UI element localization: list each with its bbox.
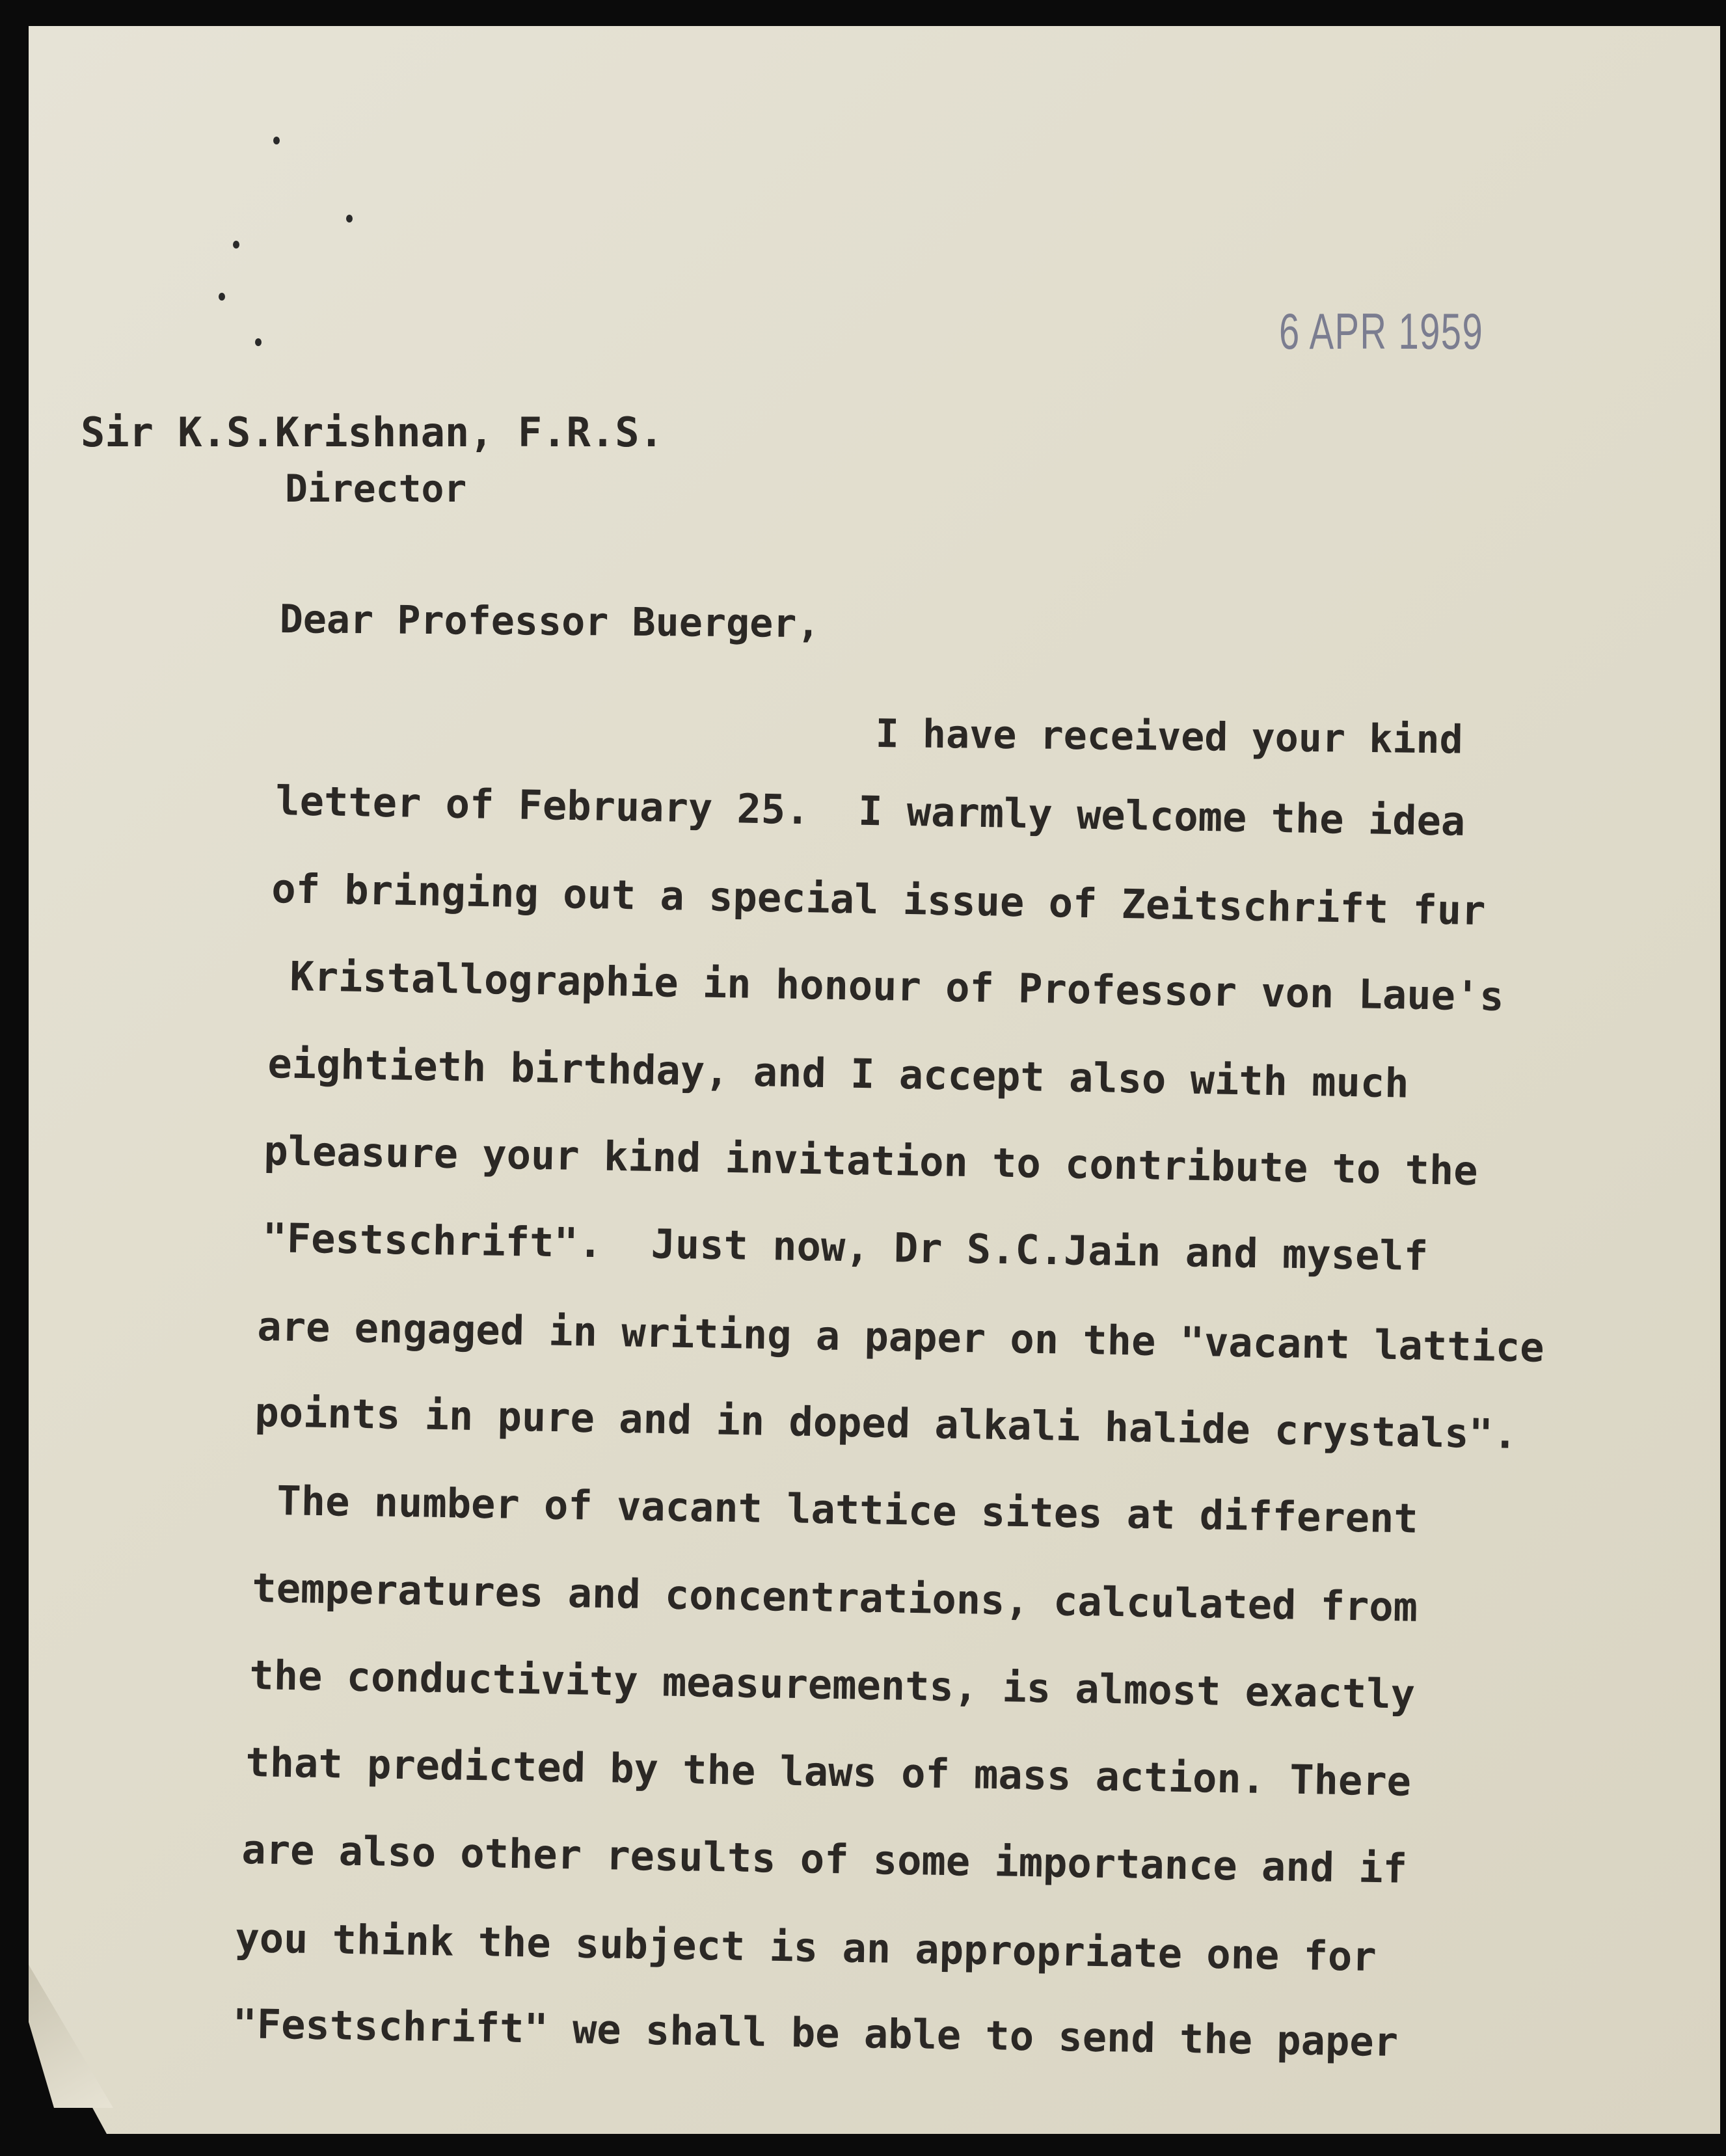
punch-hole <box>273 137 280 144</box>
date-stamp: 6 APR 1959 <box>1279 303 1484 360</box>
body-line: "Festschrift". Just now, Dr S.C.Jain and myself <box>262 1214 1429 1280</box>
body-line: the conductivity measurements, is almost exactly <box>249 1651 1416 1718</box>
body-line: you think the subject is an appropriate one for <box>234 1914 1377 1981</box>
punch-hole <box>346 215 353 222</box>
body-line: are also other results of some importance and if <box>241 1826 1408 1893</box>
body-line: of bringing out a special issue of Zeitschrift fur <box>271 865 1487 935</box>
body-line: are engaged in writing a paper on the "vacant lattice <box>256 1302 1545 1371</box>
sender-name: Sir K.S.Krishnan, F.R.S. <box>81 409 664 456</box>
sender-title: Director <box>285 466 467 511</box>
salutation: Dear Professor Buerger, <box>279 597 820 647</box>
body-line: I have received your kind <box>875 711 1464 763</box>
body-line: points in pure and in doped alkali halide crystals". <box>254 1388 1518 1458</box>
body-line: "Festschrift" we shall be able to send the paper <box>232 2000 1399 2066</box>
punch-hole <box>255 338 262 346</box>
punch-hole <box>219 293 225 301</box>
punch-hole <box>233 241 239 249</box>
body-line: pleasure your kind invitation to contribute to the <box>263 1127 1479 1194</box>
body-line: temperatures and concentrations, calculated from <box>251 1564 1418 1631</box>
body-line: The number of vacant lattice sites at different <box>276 1477 1419 1543</box>
body-line: Kristallographie in honour of Professor von Laue's <box>289 952 1505 1020</box>
body-line: eightieth birthday, and I accept also with much <box>267 1040 1410 1107</box>
body-line: that predicted by the laws of mass action. There <box>245 1738 1412 1805</box>
body-line: letter of February 25. I warmly welcome the idea <box>275 777 1466 845</box>
